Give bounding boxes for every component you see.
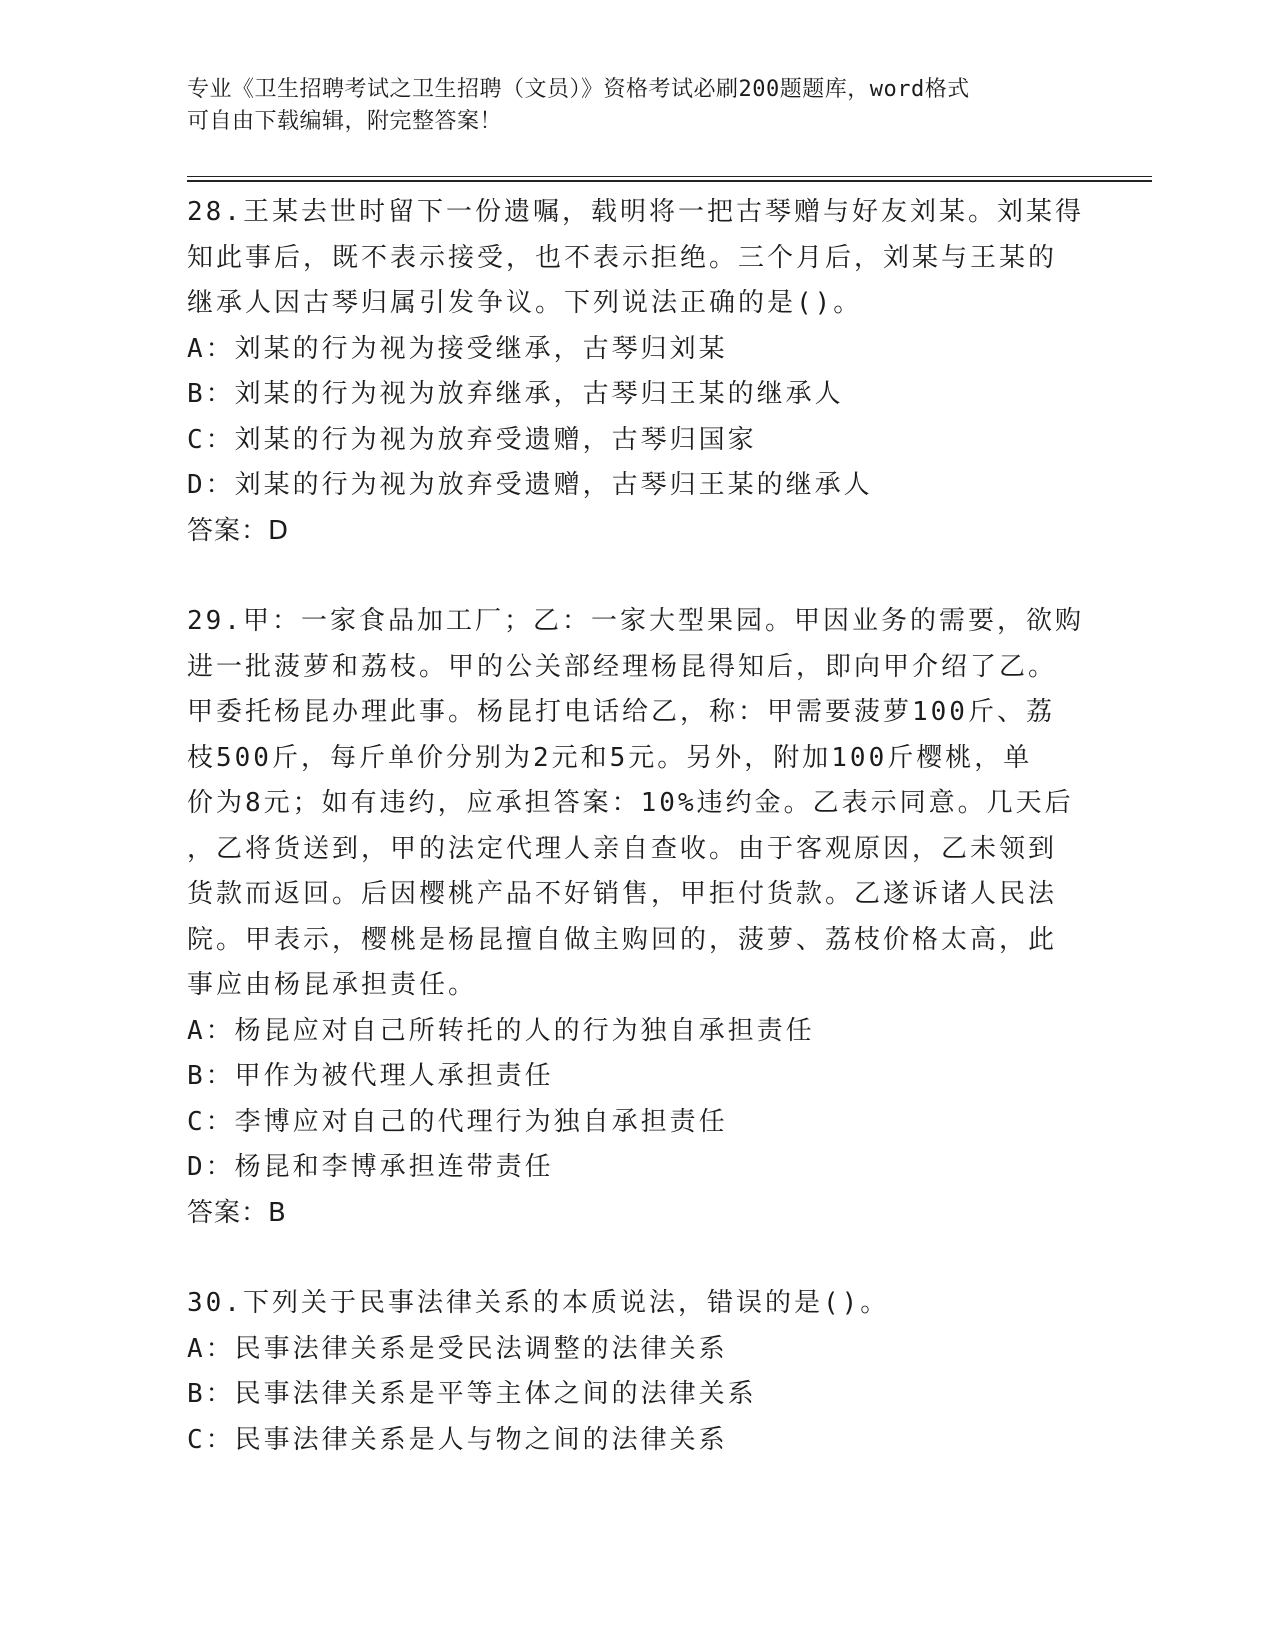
question-spacer (187, 1236, 1087, 1281)
question-29 (187, 599, 1087, 1236)
header-line: 专业《卫生招聘考试之卫生招聘（文员）》资格考试必刷200题题库，word格式 (187, 77, 970, 102)
option-b: B：民事法律关系是平等主体之间的法律关系 (187, 1379, 757, 1409)
answer-line: 答案：B (187, 1197, 287, 1228)
option-a: A：刘某的行为视为接受继承，古琴归刘某 (187, 333, 728, 364)
option-c: C：民事法律关系是人与物之间的法律关系 (187, 1424, 728, 1455)
option-c: C：李博应对自己的代理行为独自承担责任 (187, 1106, 728, 1137)
question-text-line: 事应由杨昆承担责任。 (187, 970, 478, 1000)
question-text-line: ，乙将货送到，甲的法定代理人亲自查收。由于客观原因，乙未领到 (187, 833, 1058, 864)
option-d: D：杨昆和李博承担连带责任 (187, 1152, 554, 1182)
option-a: A：杨昆应对自己所转托的人的行为独自承担责任 (187, 1015, 815, 1046)
option-c: C：刘某的行为视为放弃受遗赠，古琴归国家 (187, 424, 757, 455)
question-text-line: 院。甲表示，樱桃是杨昆擅自做主购回的，菠萝、荔枝价格太高，此 (187, 924, 1058, 955)
question-text-line: 30.下列关于民事法律关系的本质说法，错误的是()。 (187, 1288, 890, 1318)
option-b: B：刘某的行为视为放弃继承，古琴归王某的继承人 (187, 379, 844, 409)
question-text-line: 29.甲：一家食品加工厂；乙：一家大型果园。甲因业务的需要，欲购 (187, 606, 1084, 636)
option-b: B：甲作为被代理人承担责任 (187, 1061, 554, 1091)
question-text-line: 进一批菠萝和荔枝。甲的公关部经理杨昆得知后，即向甲介绍了乙。 (187, 651, 1058, 682)
header-divider-thick (187, 180, 1152, 182)
question-spacer (187, 554, 1087, 599)
question-text-line: 28.王某去世时留下一份遗嘱，载明将一把古琴赠与好友刘某。刘某得 (187, 197, 1084, 227)
question-list (187, 190, 1087, 1463)
question-text-line: 价为8元；如有违约，应承担答案：10%违约金。乙表示同意。几天后 (187, 788, 1074, 818)
question-30 (187, 1281, 1087, 1463)
header-divider-thin (187, 176, 1152, 177)
option-a: A：民事法律关系是受民法调整的法律关系 (187, 1333, 728, 1364)
header-line: 可自由下载编辑，附完整答案！ (187, 109, 503, 134)
document-header (187, 74, 1067, 138)
option-d: D：刘某的行为视为放弃受遗赠，古琴归王某的继承人 (187, 470, 873, 500)
question-text-line: 甲委托杨昆办理此事。杨昆打电话给乙，称：甲需要菠萝100斤、荔 (187, 697, 1055, 727)
question-text-line: 货款而返回。后因樱桃产品不好销售，甲拒付货款。乙遂诉诸人民法 (187, 879, 1058, 909)
question-text-line: 继承人因古琴归属引发争议。下列说法正确的是()。 (187, 288, 863, 318)
question-text-line: 知此事后，既不表示接受，也不表示拒绝。三个月后，刘某与王某的 (187, 242, 1058, 273)
question-text-line: 枝500斤，每斤单价分别为2元和5元。另外，附加100斤樱桃，单 (187, 742, 1033, 773)
question-28 (187, 190, 1087, 554)
answer-line: 答案：D (187, 515, 290, 546)
